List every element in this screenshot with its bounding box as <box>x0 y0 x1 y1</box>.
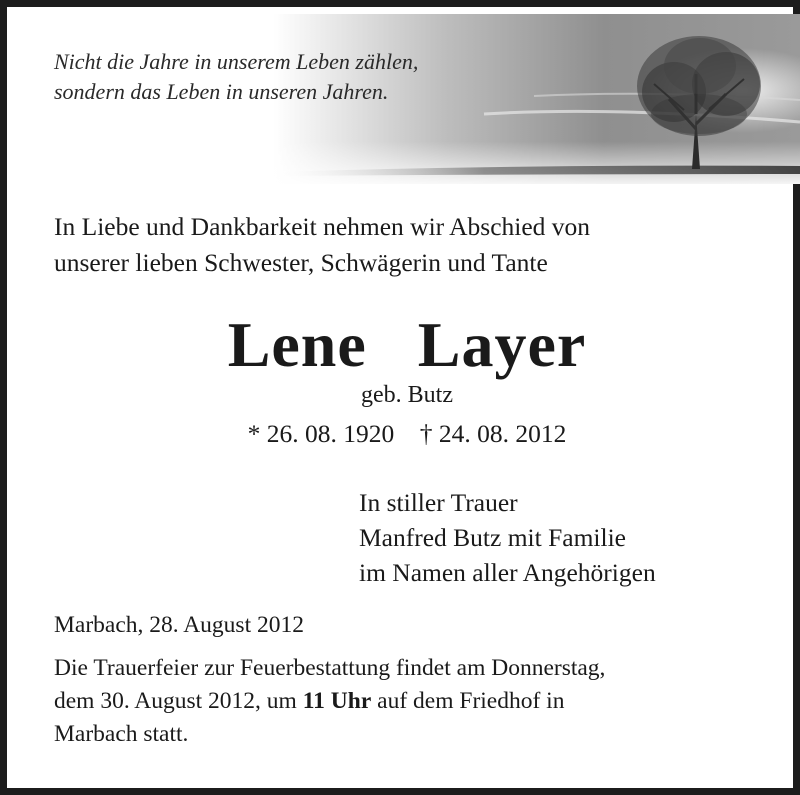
funeral-line-2 <box>54 685 605 718</box>
deceased-name <box>7 305 800 385</box>
mourners-block <box>359 485 656 590</box>
motto-line-2: sondern das Leben in unseren Jahren. <box>54 79 389 104</box>
life-dates <box>7 417 800 451</box>
place-date: Marbach, 28. August 2012 <box>54 612 304 638</box>
funeral-line-1: Die Trauerfeier zur Feuerbestattung findet am Donnerstag, <box>54 655 606 681</box>
mourners-line-1: In stiller Trauer <box>359 488 518 517</box>
death-symbol: † <box>419 419 433 448</box>
intro-line-2: unserer lieben Schwester, Schwägerin und Tante <box>54 248 548 277</box>
first-name: Lene <box>227 309 367 380</box>
mourners-line-2: Manfred Butz mit Familie <box>359 523 626 552</box>
funeral-time: 11 Uhr <box>302 688 372 714</box>
birth-symbol: * <box>247 419 261 448</box>
motto <box>54 47 418 107</box>
mourners-line-3: im Namen aller Angehörigen <box>359 558 656 587</box>
funeral-line-2-post: auf dem Friedhof in <box>371 688 565 714</box>
funeral-notice <box>54 652 605 751</box>
funeral-line-2-pre: dem 30. August 2012, um <box>54 688 303 714</box>
death-date: 24. 08. 2012 <box>438 419 567 448</box>
last-name: Layer <box>417 309 587 380</box>
birth-date: 26. 08. 1920 <box>266 419 395 448</box>
motto-line-1: Nicht die Jahre in unserem Leben zählen, <box>54 49 419 74</box>
funeral-line-3: Marbach statt. <box>54 721 189 747</box>
intro-line-1: In Liebe und Dankbarkeit nehmen wir Abschied von <box>54 212 591 241</box>
birth-name: geb. Butz <box>361 382 453 408</box>
intro-text <box>54 209 590 281</box>
